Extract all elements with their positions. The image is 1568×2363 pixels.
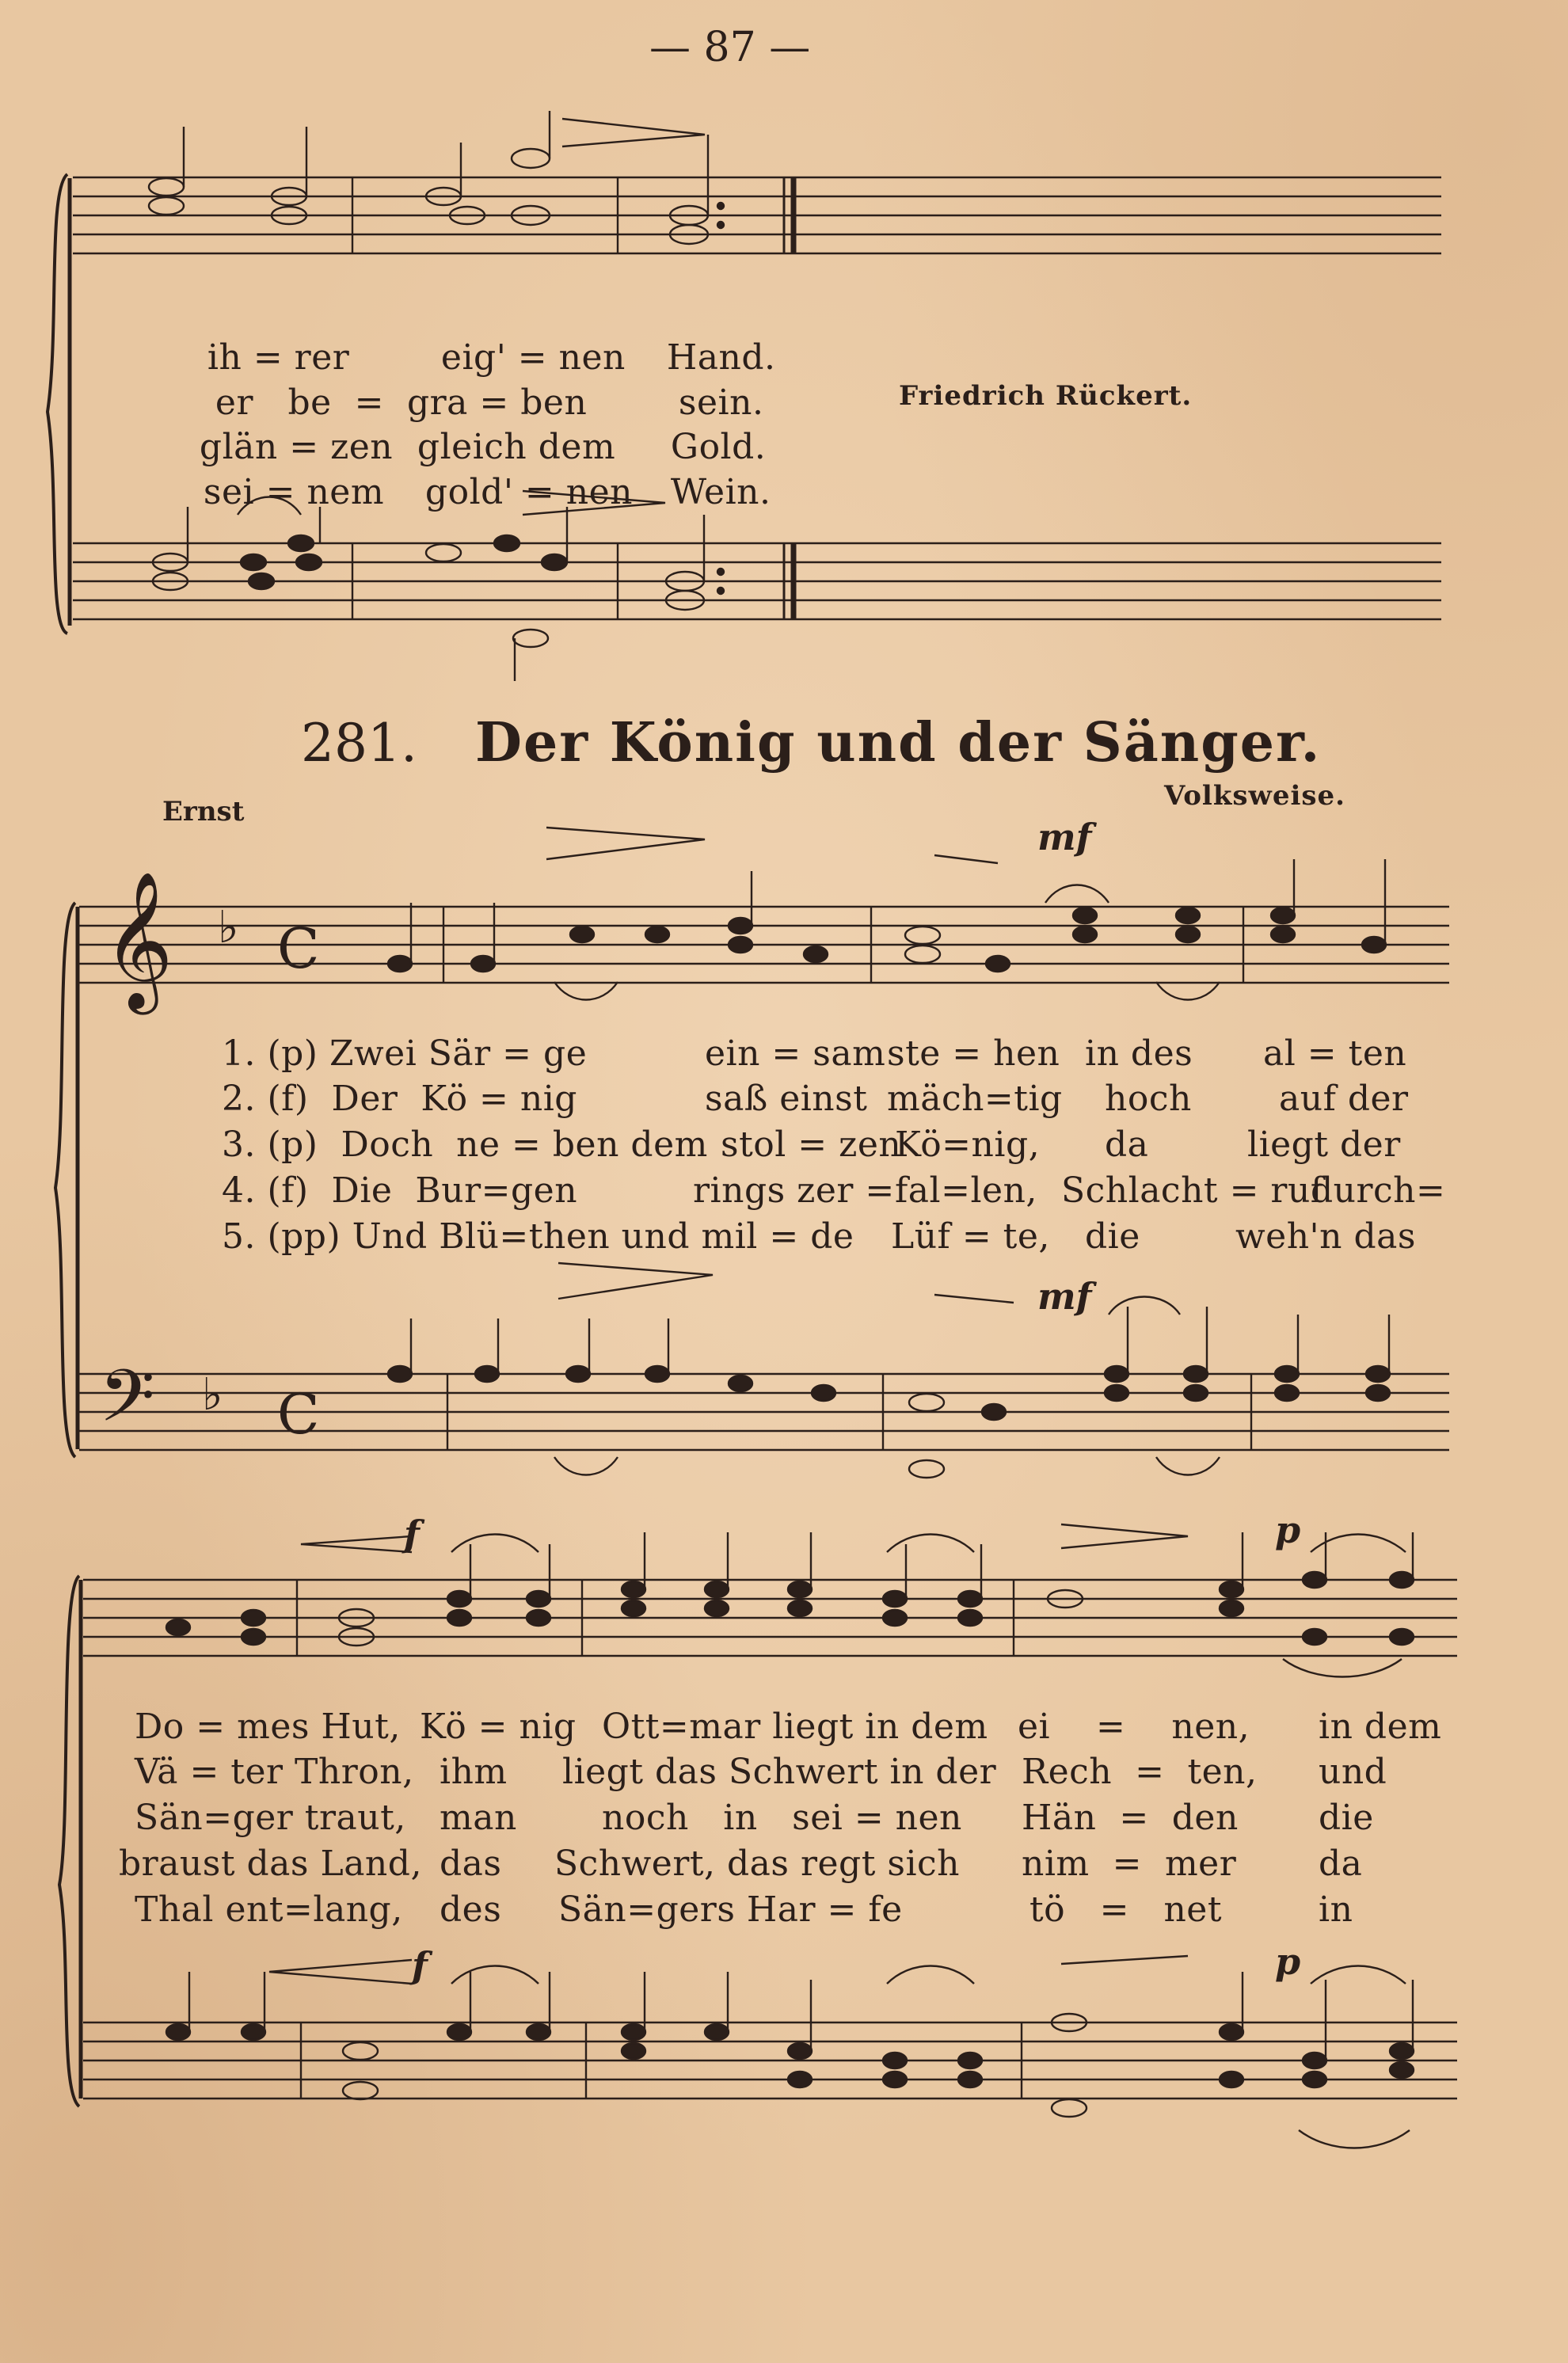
- lyric-word: gleich dem: [417, 427, 616, 467]
- verse-1-line: [420, 1707, 577, 1747]
- lyric-line: [356, 432, 633, 553]
- lyric-word: Sän=ger traut,: [135, 1798, 406, 1838]
- lyric-word: ste = hen: [887, 1033, 1060, 1074]
- system-brace: [48, 174, 67, 634]
- verse-4-line: [693, 1170, 895, 1211]
- verse-2-line: [135, 1752, 414, 1792]
- verse-1-line: [705, 1033, 885, 1074]
- notes-system-3-lower-open: [269, 1956, 1410, 2148]
- verse-2-line: [1279, 1079, 1409, 1119]
- svg-text:C: C: [277, 916, 320, 981]
- dynamic-f: f: [404, 1513, 420, 1555]
- song-title: Der König und der Sänger.: [475, 711, 1322, 774]
- verse-1-line: [1018, 1707, 1250, 1747]
- verse-1-line: [222, 1033, 587, 1074]
- staff-upper-3: [83, 1580, 1457, 1656]
- lyric-word: ih = rer: [207, 337, 350, 378]
- lyric-line: [135, 432, 384, 553]
- lyric-word: liegt der: [1247, 1124, 1401, 1165]
- lyric-word: die: [1319, 1798, 1374, 1838]
- lyric-word: saß einst: [705, 1079, 868, 1119]
- verse-3-line: [1022, 1798, 1239, 1838]
- svg-text:♭: ♭: [218, 902, 239, 953]
- lyric-word: Sän=gers Har = fe: [558, 1889, 903, 1930]
- verse-3-line: [1247, 1124, 1401, 1165]
- author-attribution: Friedrich Rückert.: [899, 380, 1193, 412]
- tune-source: Volksweise.: [1164, 780, 1345, 812]
- lyric-word: 2. (f) Der Kö = nig: [222, 1079, 577, 1119]
- dynamic-f: f: [412, 1944, 428, 1987]
- verse-4-line: [119, 1844, 422, 1884]
- verse-2-line: [440, 1752, 508, 1792]
- lyric-word: sei = nem: [203, 472, 385, 512]
- lyric-word: in: [1319, 1889, 1353, 1930]
- verse-3-line: [1105, 1124, 1148, 1165]
- lyric-word: fal=len,: [895, 1170, 1037, 1211]
- lyric-word: Kö=nig,: [895, 1124, 1041, 1165]
- tempo-marking: Ernst: [162, 796, 245, 828]
- verse-3-line: [1319, 1798, 1374, 1838]
- verse-2-line: [705, 1079, 867, 1119]
- verse-4-line: [222, 1170, 577, 1211]
- lyric-word: rings zer =: [693, 1170, 895, 1211]
- verse-1-line: [1263, 1033, 1406, 1074]
- lyric-word: in des: [1085, 1033, 1193, 1074]
- verse-1-line: [1319, 1707, 1441, 1747]
- lyric-word: nim = mer: [1022, 1844, 1237, 1884]
- verse-2-line: [222, 1079, 577, 1119]
- lyric-word: weh'n das: [1235, 1216, 1416, 1257]
- notes-system-3-lower: [166, 1972, 1414, 2087]
- verse-5-line: [558, 1889, 903, 1930]
- notes-system-2-upper: [388, 859, 1386, 972]
- verse-4-line: [554, 1844, 960, 1884]
- lyric-line: [602, 432, 771, 553]
- verse-5-line: [222, 1216, 854, 1257]
- verse-1-line: [887, 1033, 1060, 1074]
- lyric-word: Ott=mar liegt in dem: [602, 1707, 988, 1747]
- lyric-word: Hän = den: [1022, 1798, 1239, 1838]
- notes-system-2-lower: [388, 1307, 1390, 1420]
- svg-text:C: C: [277, 1382, 320, 1447]
- lyric-word: durch=: [1311, 1170, 1446, 1211]
- lyric-word: Schlacht = ruf: [1061, 1170, 1324, 1211]
- lyric-word: Kö = nig: [420, 1707, 577, 1747]
- treble-clef: 𝄞: [103, 871, 173, 1009]
- lyric-word: gold' = nen: [424, 472, 633, 512]
- lyric-word: tö = net: [1029, 1889, 1223, 1930]
- verse-1-line: [602, 1707, 988, 1747]
- lyric-word: braust das Land,: [119, 1844, 422, 1884]
- lyric-word: eig' = nen: [440, 337, 626, 378]
- lyric-word: noch in sei = nen: [602, 1798, 962, 1838]
- staff-lower-1: [73, 543, 1441, 619]
- verse-5-line: [891, 1216, 1050, 1257]
- lyric-word: in dem: [1319, 1707, 1442, 1747]
- lyric-word: das: [440, 1844, 502, 1884]
- verse-4-line: [895, 1170, 1037, 1211]
- system-brace: [59, 1576, 79, 2106]
- staff-lower-3: [83, 2022, 1457, 2099]
- lyric-word: 5. (pp) Und Blü=then und mil = de: [222, 1216, 854, 1257]
- lyric-word: er be = gra = ben: [215, 382, 588, 423]
- verse-4-line: [1319, 1844, 1362, 1884]
- verse-3-line: [721, 1124, 901, 1165]
- verse-2-line: [1105, 1079, 1192, 1119]
- lyric-word: glän = zen: [199, 427, 394, 467]
- verse-5-line: [440, 1889, 501, 1930]
- lyric-word: Do = mes Hut,: [135, 1707, 401, 1747]
- lyric-word: 1. (p) Zwei Sär = ge: [222, 1033, 588, 1074]
- lyric-word: mäch=tig: [887, 1079, 1063, 1119]
- lyric-word: auf der: [1279, 1079, 1409, 1119]
- lyric-word: Gold.: [670, 427, 767, 467]
- verse-4-line: [440, 1844, 501, 1884]
- lyric-word: Rech = ten,: [1022, 1752, 1258, 1792]
- lyric-word: da: [1319, 1844, 1363, 1884]
- lyric-word: Thal ent=lang,: [135, 1889, 403, 1930]
- lyric-word: hoch: [1105, 1079, 1192, 1119]
- verse-3-line: [440, 1798, 517, 1838]
- song-number: 281.: [301, 713, 417, 774]
- lyric-word: des: [440, 1889, 502, 1930]
- svg-text:♭: ♭: [202, 1369, 223, 1421]
- dynamic-mf: mf: [1037, 816, 1092, 858]
- verse-5-line: [1319, 1889, 1353, 1930]
- lyric-word: al = ten: [1263, 1033, 1407, 1074]
- notes-system-2-upper-open: [546, 828, 1220, 1000]
- lyric-word: sein.: [678, 382, 764, 423]
- verse-2-line: [1022, 1752, 1258, 1792]
- verse-3-line: [602, 1798, 962, 1838]
- lyric-word: Vä = ter Thron,: [135, 1752, 414, 1792]
- verse-4-line: [1061, 1170, 1324, 1211]
- lyric-word: Wein.: [670, 472, 771, 512]
- lyric-word: liegt das Schwert in der: [562, 1752, 997, 1792]
- lyric-word: da: [1105, 1124, 1149, 1165]
- verse-3-line: [135, 1798, 406, 1838]
- verse-2-line: [562, 1752, 996, 1792]
- lyric-word: man: [440, 1798, 517, 1838]
- verse-1-line: [135, 1707, 401, 1747]
- lyric-word: ein = sam: [705, 1033, 886, 1074]
- verse-4-line: [1022, 1844, 1236, 1884]
- lyric-word: ihm: [440, 1752, 508, 1792]
- verse-5-line: [135, 1889, 403, 1930]
- lyric-word: stol = zen: [721, 1124, 902, 1165]
- verse-4-line: [1311, 1170, 1445, 1211]
- lyric-word: 3. (p) Doch ne = ben dem: [222, 1124, 708, 1165]
- lyric-word: Hand.: [666, 337, 776, 378]
- verse-3-line: [895, 1124, 1040, 1165]
- verse-2-line: [887, 1079, 1063, 1119]
- lyric-word: die: [1085, 1216, 1140, 1257]
- verse-5-line: [1085, 1216, 1140, 1257]
- verse-5-line: [1235, 1216, 1416, 1257]
- verse-3-line: [222, 1124, 708, 1165]
- dynamic-p: p: [1275, 1509, 1301, 1551]
- lyric-word: ei = nen,: [1018, 1707, 1250, 1747]
- dynamic-mf: mf: [1037, 1275, 1092, 1318]
- verse-1-line: [1085, 1033, 1193, 1074]
- verse-2-line: [1319, 1752, 1387, 1792]
- verse-5-line: [1029, 1889, 1222, 1930]
- lyric-word: Schwert, das regt sich: [554, 1844, 961, 1884]
- bass-clef: 𝄢: [99, 1354, 155, 1455]
- lyric-word: Lüf = te,: [891, 1216, 1050, 1257]
- dynamic-p: p: [1275, 1940, 1301, 1983]
- system-brace: [55, 903, 75, 1457]
- lyric-word: 4. (f) Die Bur=gen: [222, 1170, 578, 1211]
- page-number: — 87 —: [649, 24, 811, 71]
- lyric-word: und: [1319, 1752, 1387, 1792]
